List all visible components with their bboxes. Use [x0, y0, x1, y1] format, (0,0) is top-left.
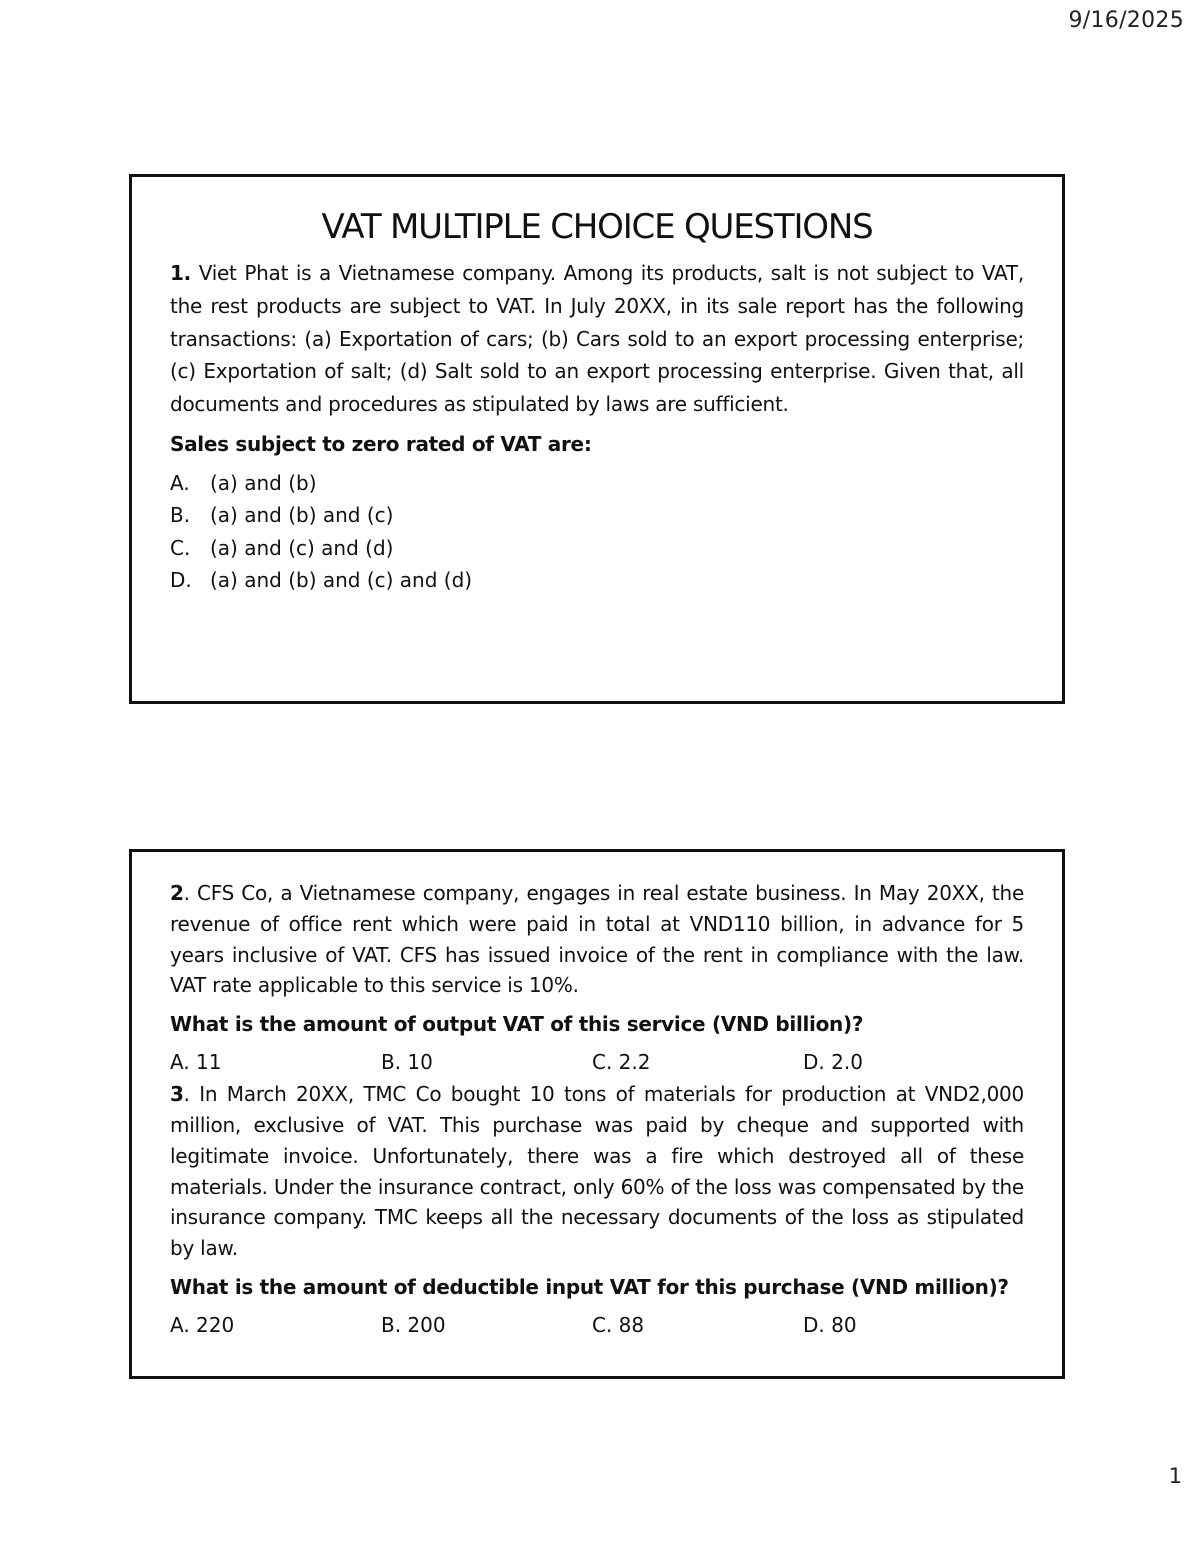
question-3-options [170, 1310, 1024, 1340]
slide-2 [129, 849, 1065, 1379]
question-1-body: Viet Phat is a Vietnamese company. Among its products, salt is not subject to VAT, the rest products are subject to VAT. In July 20XX, in its sale report has the following transactions: (a) Exportation of cars; (b) Cars sold to an export processing enterprise; (c) Exportation of salt; (d) Salt sold to an export processing enterprise. Given that, all documents and procedures as stipulated by laws are sufficient. [170, 261, 1025, 417]
option-letter: D. [170, 568, 192, 593]
question-2-number: 2 [170, 881, 184, 905]
question-3-number: 3 [170, 1082, 184, 1107]
page-number: 1 [1168, 1464, 1182, 1488]
option-c: C. 2.2 [592, 1050, 651, 1075]
option-text: (a) and (b) and (c) [210, 503, 394, 528]
option-text: (a) and (b) and (c) and (d) [210, 568, 473, 593]
option-item [170, 532, 1024, 565]
slide-1 [129, 174, 1065, 704]
question-2-prompt: What is the amount of output VAT of this service (VND billion)? [170, 1012, 864, 1037]
question-2-body: . CFS Co, a Vietnamese company, engages in real estate business. In May 20XX, the revenue of office rent which were paid in total at VND110 billion, in advance for 5 years inclusive of VAT. CFS has issued invoice of the rent in compliance with the law. VAT rate applicable to this service is 10%. [170, 881, 1024, 998]
header-date: 9/16/2025 [1068, 8, 1184, 33]
question-3-text [170, 1079, 1024, 1264]
question-1-number: 1. [170, 261, 192, 285]
option-b: B. 10 [381, 1050, 433, 1075]
option-item [170, 499, 1024, 532]
question-1-options [170, 467, 1024, 597]
question-3-prompt: What is the amount of deductible input VAT for this purchase (VND million)? [170, 1274, 1009, 1299]
option-a: A. 220 [170, 1312, 235, 1337]
slide-title: VAT MULTIPLE CHOICE QUESTIONS [321, 207, 873, 247]
question-3-body: . In March 20XX, TMC Co bought 10 tons of materials for production at VND2,000 million, exclusive of VAT. This purchase was paid by cheque and supported with legitimate invoice. Unfortunately, there was a fire which destroyed all of these materials. Under the insurance contract, only 60% of the loss was compensated by the insurance company. TMC keeps all the necessary documents of the loss as stipulated by law. [170, 1082, 1024, 1261]
option-item [170, 564, 1024, 597]
option-d: D. 2.0 [803, 1050, 863, 1075]
option-d: D. 80 [803, 1312, 857, 1337]
option-text: (a) and (c) and (d) [210, 535, 394, 560]
option-a: A. 11 [170, 1050, 222, 1075]
option-c: C. 88 [592, 1312, 645, 1337]
option-letter: B. [170, 503, 191, 528]
option-letter: A. [170, 470, 190, 495]
option-letter: C. [170, 535, 191, 560]
question-2-text [170, 878, 1024, 1001]
option-b: B. 200 [381, 1312, 446, 1337]
question-2-options [170, 1047, 1024, 1077]
option-text: (a) and (b) [210, 470, 317, 495]
option-item [170, 467, 1024, 500]
question-1-prompt: Sales subject to zero rated of VAT are: [170, 431, 592, 456]
question-1-text [170, 257, 1024, 421]
